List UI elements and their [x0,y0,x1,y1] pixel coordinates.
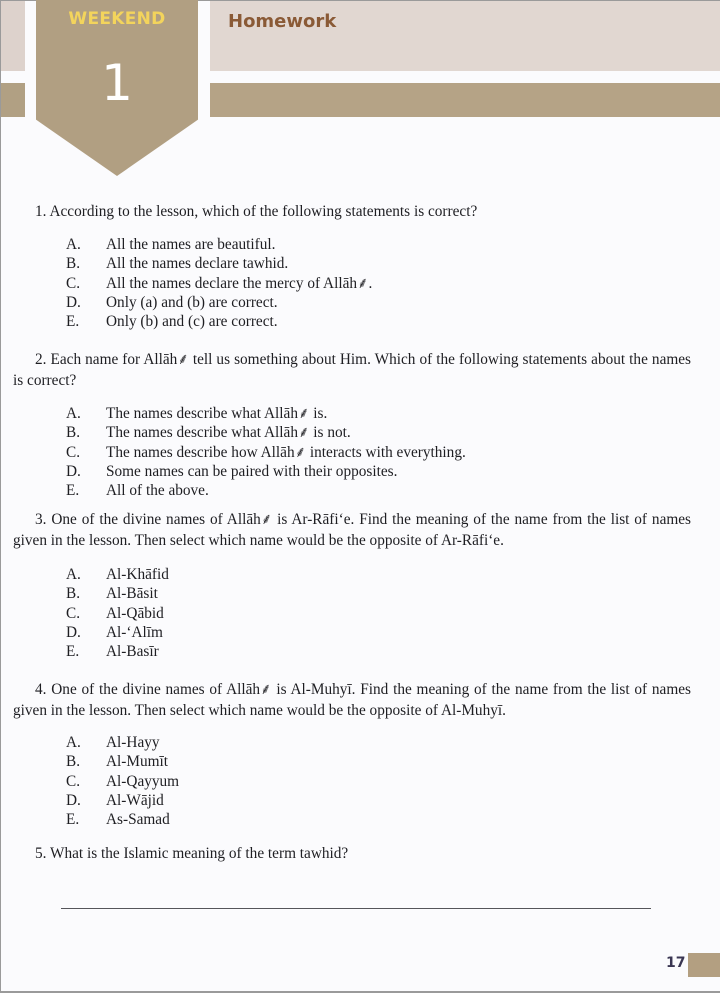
option-text: Al-Wājid [106,791,164,809]
header-band-dark-left [1,83,25,117]
option-letter: A. [66,734,81,751]
option-1a[interactable] [66,235,372,254]
option-letter: E. [66,482,80,500]
option-letter: A. [66,566,81,583]
option-letter: C. [66,604,81,622]
option-text: All the names declare the mercy of Allāh⸙. [106,274,373,292]
page-title: Homework [228,11,337,32]
option-text: The names describe how Allāh⸙ interacts with everything. [106,443,466,461]
option-letter: D. [66,791,81,809]
option-4d[interactable] [66,791,179,810]
option-letter: B. [66,753,81,771]
option-text: Some names can be paired with their opposites. [106,462,398,480]
option-letter: C. [66,443,81,461]
question-3-options [66,565,169,661]
option-4c[interactable] [66,772,179,791]
question-4-options [66,733,179,829]
option-letter: A. [66,236,81,253]
option-text: Al-‘Alīm [106,623,163,641]
option-3d[interactable] [66,623,169,642]
option-letter: D. [66,462,81,480]
option-text: Al-Qayyum [106,772,180,790]
question-1-stem: 1. According to the lesson, which of the following statements is correct? [35,203,478,220]
option-2b[interactable] [66,423,466,442]
option-text: Al-Bāsit [106,585,158,603]
page-number-tab [688,953,720,977]
option-text: Al-Basīr [106,643,159,661]
option-3a[interactable] [66,565,169,584]
option-3c[interactable] [66,604,169,623]
question-3-stem: 3. One of the divine names of Allāh⸙ is Ar-Rāfi‘e. Find the meaning of the name from the list of names given in the lesson. Then select which name would be the opposite of Ar-Rāfi‘e. [13,511,691,549]
option-2a[interactable] [66,404,466,423]
option-3e[interactable] [66,642,169,661]
option-text: All of the above. [106,482,209,500]
option-1b[interactable] [66,254,372,273]
weekend-badge-label: WEEKEND [68,9,166,29]
page-border-left [0,0,1,993]
option-letter: E. [66,313,80,331]
question-5-stem: 5. What is the Islamic meaning of the term tawhid? [35,845,349,862]
option-text: All the names are beautiful. [106,236,276,253]
option-letter: B. [66,255,81,273]
question-2-stem: 2. Each name for Allāh⸙ tell us something about Him. Which of the following statements about the names is correct? [13,351,691,389]
option-text: Only (a) and (b) are correct. [106,293,278,311]
option-text: Al-Hayy [106,734,160,751]
option-2e[interactable] [66,481,466,500]
option-text: Al-Khāfid [106,566,169,583]
option-letter: D. [66,293,81,311]
option-letter: D. [66,623,81,641]
option-text: As-Samad [106,811,170,829]
option-1c[interactable] [66,274,372,293]
option-3b[interactable] [66,584,169,603]
question-5-answer-line[interactable] [61,908,651,909]
option-letter: B. [66,585,81,603]
option-text: Al-Mumīt [106,753,169,771]
option-4b[interactable] [66,752,179,771]
option-2d[interactable] [66,462,466,481]
option-letter: E. [66,811,80,829]
header-band-light-left [1,1,25,71]
option-text: All the names declare tawhid. [106,255,289,273]
option-letter: C. [66,274,81,292]
page-number: 17 [666,955,686,971]
option-letter: E. [66,643,80,661]
option-4e[interactable] [66,810,179,829]
header-band-dark [210,83,720,117]
weekend-badge-number: 1 [101,54,133,112]
option-letter: A. [66,405,81,422]
option-letter: B. [66,424,81,442]
option-1d[interactable] [66,293,372,312]
question-2-options [66,404,466,500]
option-text: The names describe what Allāh⸙ is not. [106,424,351,442]
option-text: Only (b) and (c) are correct. [106,313,278,331]
question-1-options [66,235,372,331]
option-2c[interactable] [66,443,466,462]
option-4a[interactable] [66,733,179,752]
option-1e[interactable] [66,312,372,331]
option-text: The names describe what Allāh⸙ is. [106,405,328,422]
question-4-stem: 4. One of the divine names of Allāh⸙ is Al-Muhyī. Find the meaning of the name from the list of names given in the lesson. Then select which name would be the opposite of Al-Muhyī. [13,681,691,719]
option-letter: C. [66,772,81,790]
option-text: Al-Qābid [106,604,164,622]
